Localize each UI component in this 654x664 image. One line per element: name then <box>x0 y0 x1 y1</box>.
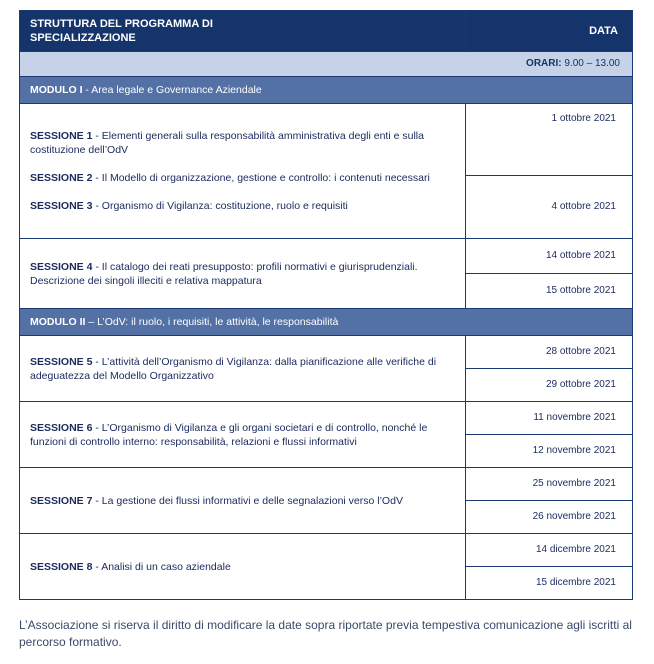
session-3: SESSIONE 3 - Organismo di Vigilanza: costituzione, ruolo e requisiti <box>30 200 348 212</box>
session-date: 25 novembre 2021 <box>466 468 633 501</box>
module-row <box>20 77 633 104</box>
session-date: 15 ottobre 2021 <box>466 274 633 309</box>
session-7: SESSIONE 7 - La gestione dei flussi informativi e delle segnalazioni verso l’OdV <box>20 468 466 534</box>
session-2: SESSIONE 2 - Il Modello di organizzazione, gestione e controllo: i contenuti necessari <box>30 172 430 184</box>
table-header-row <box>20 11 633 52</box>
session-date: 1 ottobre 2021 <box>466 104 633 176</box>
session-date: 14 dicembre 2021 <box>466 534 633 567</box>
session-group-1-3 <box>20 104 466 239</box>
table-row <box>20 336 633 369</box>
program-title: STRUTTURA DEL PROGRAMMA DI SPECIALIZZAZIONE <box>20 11 466 52</box>
orari-value: 9.00 – 13.00 <box>564 58 620 69</box>
session-date: 26 novembre 2021 <box>466 501 633 534</box>
session-date: 4 ottobre 2021 <box>466 175 633 238</box>
table-row <box>20 534 633 567</box>
session-date: 12 novembre 2021 <box>466 435 633 468</box>
session-date: 14 ottobre 2021 <box>466 239 633 274</box>
session-4: SESSIONE 4 - Il catalogo dei reati presupposto: profili normativi e giurisprudenziali. Descrizione dei singoli illeciti e relativa mappatura <box>20 239 466 309</box>
table-row <box>20 104 633 176</box>
program-table <box>19 10 633 600</box>
session-5: SESSIONE 5 - L’attività dell’Organismo di Vigilanza: dalla pianificazione alle verifiche di adeguatezza del Modello Organizzativo <box>20 336 466 402</box>
module-title: MODULO II – L’OdV: il ruolo, i requisiti, le attività, le responsabilità <box>20 309 633 336</box>
date-column-header: DATA <box>466 11 633 52</box>
table-row <box>20 402 633 435</box>
orari-row <box>20 52 633 77</box>
orari-label: ORARI: <box>526 58 562 69</box>
table-row <box>20 239 633 274</box>
session-date: 28 ottobre 2021 <box>466 336 633 369</box>
program-table-container <box>19 10 632 600</box>
footer-note: L’Associazione si riserva il diritto di modificare la date sopra riportate previa tempestiva comunicazione agli iscritti al percorso formativo. <box>19 618 632 649</box>
module-title: MODULO I - Area legale e Governance Aziendale <box>20 77 633 104</box>
table-row <box>20 468 633 501</box>
session-1: SESSIONE 1 - Elementi generali sulla responsabilità amministrativa degli enti e sulla costituzione dell’OdV <box>30 130 424 156</box>
orari-cell <box>20 52 633 77</box>
module-row <box>20 309 633 336</box>
session-date: 11 novembre 2021 <box>466 402 633 435</box>
session-6: SESSIONE 6 - L’Organismo di Vigilanza e gli organi societari e di controllo, nonché le funzioni di controllo interno: responsabilità, relazioni e flussi informativi <box>20 402 466 468</box>
session-date: 29 ottobre 2021 <box>466 369 633 402</box>
session-date: 15 dicembre 2021 <box>466 567 633 600</box>
session-8: SESSIONE 8 - Analisi di un caso aziendale <box>20 534 466 600</box>
